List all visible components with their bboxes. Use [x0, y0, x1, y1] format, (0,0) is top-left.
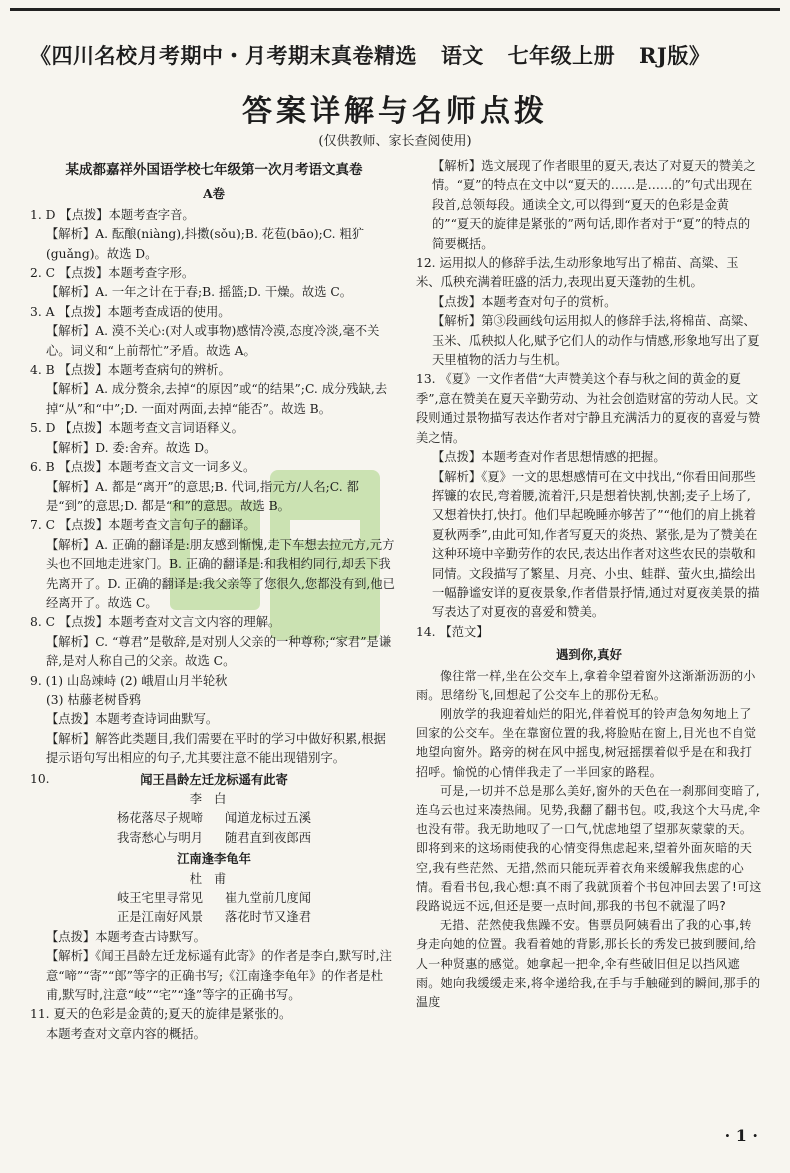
edition: RJ版》: [638, 43, 711, 68]
answer-6: [30, 458, 398, 516]
answer-3-analysis: 【解析】A. 漠不关心:(对人或事物)感情冷漠,态度冷淡,毫不关心。词义和“上前帮忙”矛盾。故选 A。: [46, 324, 380, 358]
answer-1-head: 1. D 【点拨】本题考查字音。: [30, 207, 195, 222]
answer-11-tip: 本题考查对文章内容的概括。: [46, 1026, 206, 1041]
series-name: 《四川名校月考期中・月考期末真卷精选: [30, 43, 417, 68]
poem-2-author: 杜甫: [189, 871, 239, 886]
answer-9-analysis: 【解析】解答此类题目,我们需要在平时的学习中做好积累,根据提示语句写出相应的句子,尤其要注意不能出现错别字。: [46, 731, 386, 766]
answer-9: [30, 672, 398, 769]
essay-paragraph: 可是,一切并不总是那么美好,窗外的天色在一刹那间变暗了,连乌云也过来凑热闹。见势,我翻了翻书包。哎,我这个大马虎,伞也没有带。我无助地叹了一口气,忧虑地望了望那灰蒙蒙的天。即将到来的这场雨使我的心情变得焦虑起来,望着外面灰暗的天空,我有些茫然、无措,然而只能玩弄着衣角来缓解我焦虑的心情。看看书包,我心想:真不雨了我就顶着个书包冲回去罢了!可这段路说远不远,但还是要一点时间,那我的书包不就湿了吗?: [416, 783, 762, 913]
page-subtitle: (仅供教师、家长查阅使用): [318, 134, 472, 149]
left-column: [30, 157, 398, 1044]
answer-9-tip: 【点拨】本题考查诗词曲默写。: [46, 712, 219, 727]
answer-5-head: 5. D 【点拨】本题考查文言词语释义。: [30, 421, 244, 436]
answer-7-head: 7. C 【点拨】本题考查文言句子的翻译。: [30, 518, 256, 533]
answer-13: [416, 370, 762, 622]
essay-paragraph: 无措、茫然使我焦躁不安。售票员阿姨看出了我的心事,转身走向她的位置。我看着她的背影,那长长的秀发已披到腰间,给人一种贤惠的感觉。她拿起一把伞,伞有些破旧但足以挡风遮雨。她向我缓缓走来,将伞递给我,在手与手触碰到的瞬间,那手的温度: [416, 918, 761, 1010]
answer-7: [30, 516, 398, 613]
answer-13-analysis: 【解析】《夏》一文的思想感情可在文中找出,“你看田间那些挥镰的农民,弯着腰,流着汗,只是想着快割,快割;麦子上场了,又想着快打,快打。他们早起晚睡亦够苦了”“他们的肩上挑着夏秋两季”,由此可知,作者写夏天的炎热、紧张,是为了赞美在这种环境中辛勤劳作的农民,表达出作者对这些农民的崇敬和同情。文段描写了繁星、月亮、小虫、蛙群、萤火虫,描绘出一幅静谧安详的夏夜景象,作者借景抒情,通过对夏夜美景的描写表达了对夏夜的喜爱和赞美。: [432, 469, 760, 620]
answer-14: [416, 623, 762, 1012]
answer-12-tip: 【点拨】本题考查对句子的赏析。: [432, 294, 617, 309]
answer-2-head: 2. C 【点拨】本题考查字形。: [30, 266, 195, 281]
answer-7-analysis: 【解析】A. 正确的翻译是:朋友感到惭愧,走下车想去拉元方,元方头也不回地走进家门。B. 正确的翻译是:和我相约同行,却丢下我先离开了。D. 正确的翻译是:我父亲等了您很久,您都没有到,他已经离开了。故选 C。: [46, 537, 395, 610]
subject: 语文: [440, 43, 484, 68]
answer-4-analysis: 【解析】A. 成分赘余,去掉“的原因”或“的结果”;C. 成分残缺,去掉“从”和“中”;D. 一面对两面,去掉“能否”。故选 B。: [46, 382, 388, 416]
answer-11-head: 11. 夏天的色彩是金黄的;夏天的旋律是紧张的。: [30, 1007, 292, 1022]
answer-1: [30, 206, 398, 264]
answer-13-tip: 【点拨】本题考查对作者思想情感的把握。: [432, 450, 666, 465]
answer-8: [30, 613, 398, 671]
answer-3: [30, 303, 398, 361]
page-title: 答案详解与名师点拨: [242, 94, 548, 129]
right-column: [416, 157, 762, 1012]
answer-11-analysis: 【解析】选文展现了作者眼里的夏天,表达了对夏天的赞美之情。“夏”的特点在文中以“夏天的……是……的”句式出现在段首,总领每段。通读全文,可以得到“夏天的色彩是金黄的”“夏天的旋律是紧张的”两句话,即作者对于“夏”的特点的简要概括。: [432, 159, 756, 251]
answer-12-analysis: 【解析】第③段画线句运用拟人的修辞手法,将棉苗、高粱、玉米、瓜秧拟人化,赋予它们人的动作与情感,形象地写出了夏天里植物的活力与生机。: [432, 314, 760, 368]
exam-title: 某成都嘉祥外国语学校七年级第一次月考语文真卷: [65, 162, 363, 178]
answer-2: [30, 264, 398, 303]
answer-10-tip: 【点拨】本题考查古诗默写。: [46, 929, 206, 944]
poem-1-author: 李白: [189, 792, 239, 806]
answer-13-head: 13. 《夏》一文作者借“大声赞美这个春与秋之间的黄金的夏季”,意在赞美在夏天辛勤劳动、为社会创造财富的劳动人民。文段则通过景物描写表达作者对宁静且充满活力的夏夜的喜爱与赞美之情。: [416, 372, 761, 445]
poem-1-line-2: 我寄愁心与明月 随君直到夜郎西: [116, 830, 312, 845]
answer-4-head: 4. B 【点拨】本题考查病句的辨析。: [30, 363, 231, 378]
answer-8-analysis: 【解析】C. “尊君”是敬辞,是对别人父亲的一种尊称;“家君”是谦辞,是对人称自己的父亲。故选 C。: [46, 634, 392, 669]
answer-6-analysis: 【解析】A. 都是“离开”的意思;B. 代词,指元方/人名;C. 都是“到”的意思;D. 都是“和”的意思。故选 B。: [46, 479, 359, 513]
essay-paragraph: 刚放学的我迎着灿烂的阳光,伴着悦耳的铃声急匆匆地上了回家的公交车。坐在靠窗位置的我,将脸贴在窗上,目光也不自觉地望向窗外。路旁的树在风中摇曳,树冠摇摆着似乎是在和我打招呼。愉悦的心情伴我走了一半回家的路程。: [416, 706, 757, 779]
answer-9-line3: (3) 枯藤老树昏鸦: [46, 692, 142, 707]
grade: 七年级上册: [507, 43, 616, 68]
answer-10-analysis: 【解析】《闻王昌龄左迁龙标遥有此寄》的作者是李白,默写时,注意“啼”“寄”“郎”等字的正确书写;《江南逢李龟年》的作者是杜甫,默写时,注意“岐”“宅”“逢”等字的正确书写。: [46, 949, 392, 1003]
essay-paragraph: 像往常一样,坐在公交车上,拿着伞望着窗外这渐渐沥沥的小雨。思绪纷飞,回想起了公交车上的那份无私。: [416, 668, 756, 702]
poem-1-line-1: 杨花落尽子规啼 闻道龙标过五溪: [116, 811, 312, 826]
answer-12-head: 12. 运用拟人的修辞手法,生动形象地写出了棉苗、高粱、玉米、瓜秧充满着旺盛的活力,表现出夏天蓬勃的生机。: [416, 256, 739, 290]
poem-2-line-1: 岐王宅里寻常见 崔九堂前几度闻: [116, 891, 312, 906]
section-label: A卷: [203, 186, 225, 202]
answer-11: [30, 1005, 398, 1044]
answer-14-head: 14. 【范文】: [416, 624, 489, 639]
poem-1-title: 闻王昌龄左迁龙标遥有此寄: [140, 771, 288, 787]
answer-2-analysis: 【解析】A. 一年之计在于春;B. 摇篮;D. 干燥。故选 C。: [46, 285, 353, 300]
answer-8-head: 8. C 【点拨】本题考查对文言文内容的理解。: [30, 615, 281, 630]
answer-1-analysis: 【解析】A. 酝酿(niàng),抖擞(sǒu);B. 花苞(bāo);C. 粗犷(guǎng)。故选 D。: [46, 227, 365, 261]
book-header: [30, 40, 760, 70]
page-number: · 1 ·: [724, 1126, 758, 1145]
answer-3-head: 3. A 【点拨】本题考查成语的使用。: [30, 304, 231, 319]
answer-6-head: 6. B 【点拨】本题考查文言文一词多义。: [30, 460, 256, 475]
essay-title: 遇到你,真好: [556, 647, 622, 663]
answer-9-head: 9. (1) 山岛竦峙 (2) 峨眉山月半轮秋: [30, 673, 228, 688]
essay-body: [416, 667, 762, 1013]
answer-5: [30, 419, 398, 458]
poem-2-line-2: 正是江南好风景 落花时节又逢君: [116, 910, 312, 925]
answer-4: [30, 361, 398, 419]
answer-12: [416, 254, 762, 370]
answer-5-analysis: 【解析】D. 委:舍弃。故选 D。: [46, 440, 217, 455]
answer-10: [30, 770, 398, 1006]
answer-10-num: 10.: [30, 771, 50, 786]
poem-2-title: 江南逢李龟年: [177, 851, 251, 867]
